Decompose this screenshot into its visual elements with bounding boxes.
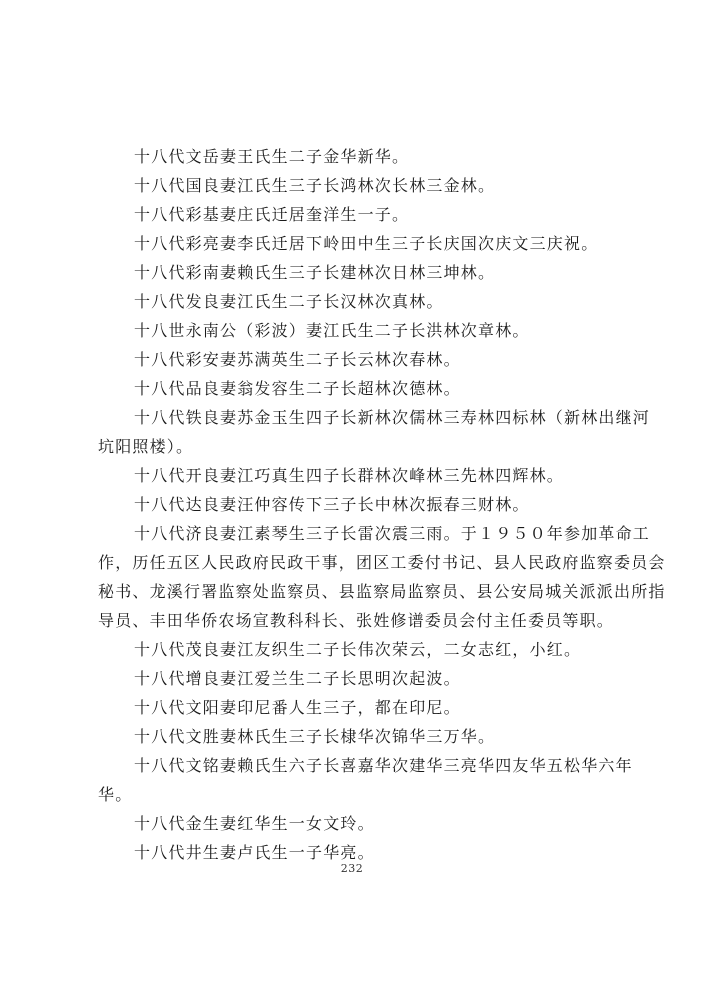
paragraph: 十八代茂良妻江友织生二子长伟次荣云，二女志红，小红。 <box>134 640 582 659</box>
paragraph: 十八代彩安妻苏满英生二子长云林次春林。 <box>134 350 461 369</box>
paragraph: 十八代增良妻江爱兰生二子长思明次起波。 <box>134 669 461 688</box>
paragraph: 十八代文胜妻林氏生三子长棣华次锦华三万华。 <box>134 727 496 746</box>
paragraph: 十八代文阳妻印尼番人生三子，都在印尼。 <box>134 698 461 717</box>
paragraph: 十八代文岳妻王氏生二子金华新华。 <box>134 147 410 166</box>
paragraph: 十八代彩南妻赖氏生三子长建林次日林三坤林。 <box>134 263 496 282</box>
paragraph: 十八代井生妻卢氏生一子华亮。 <box>134 843 375 862</box>
paragraph: 十八代彩基妻庄氏迁居奎洋生一子。 <box>134 205 410 224</box>
paragraph: 十八代发良妻江氏生二子长汉林次真林。 <box>134 292 444 311</box>
paragraph: 十八代济良妻江素琴生三子长雷次震三雨。于１９５０年参加革命工作，历任五区人民政府民政干事，团区工委付书记、县人民政府监察委员会秘书、龙溪行署监察处监察员、县监察局监察员、县公安局城关派派出所指导员、丰田华侨农场宣教科科长、张姓修谱委员会付主任委员等职。 <box>98 524 666 630</box>
paragraph: 十八代彩亮妻李氏迁居下岭田中生三子长庆国次庆文三庆祝。 <box>134 234 599 253</box>
paragraph: 十八代文铭妻赖氏生六子长喜嘉华次建华三亮华四友华五松华六年华。 <box>98 756 633 804</box>
paragraph: 十八代国良妻江氏生三子长鸿林次长林三金林。 <box>134 176 496 195</box>
page-number: 232 <box>340 862 364 875</box>
paragraph: 十八代达良妻汪仲容传下三子长中林次振春三财林。 <box>134 495 530 514</box>
paragraph: 十八代开良妻江巧真生四子长群林次峰林三先林四辉林。 <box>134 466 565 485</box>
paragraph: 十八代品良妻翁发容生二子长超林次德林。 <box>134 379 461 398</box>
paragraph: 十八代金生妻红华生一女文玲。 <box>134 814 375 833</box>
paragraph: 十八代铁良妻苏金玉生四子长新林次儒林三寿林四标林（新林出继河坑阳照楼）。 <box>98 408 651 456</box>
genealogy-text <box>98 142 666 867</box>
paragraph: 十八世永南公（彩波）妻江氏生二子长洪林次章林。 <box>134 321 530 340</box>
